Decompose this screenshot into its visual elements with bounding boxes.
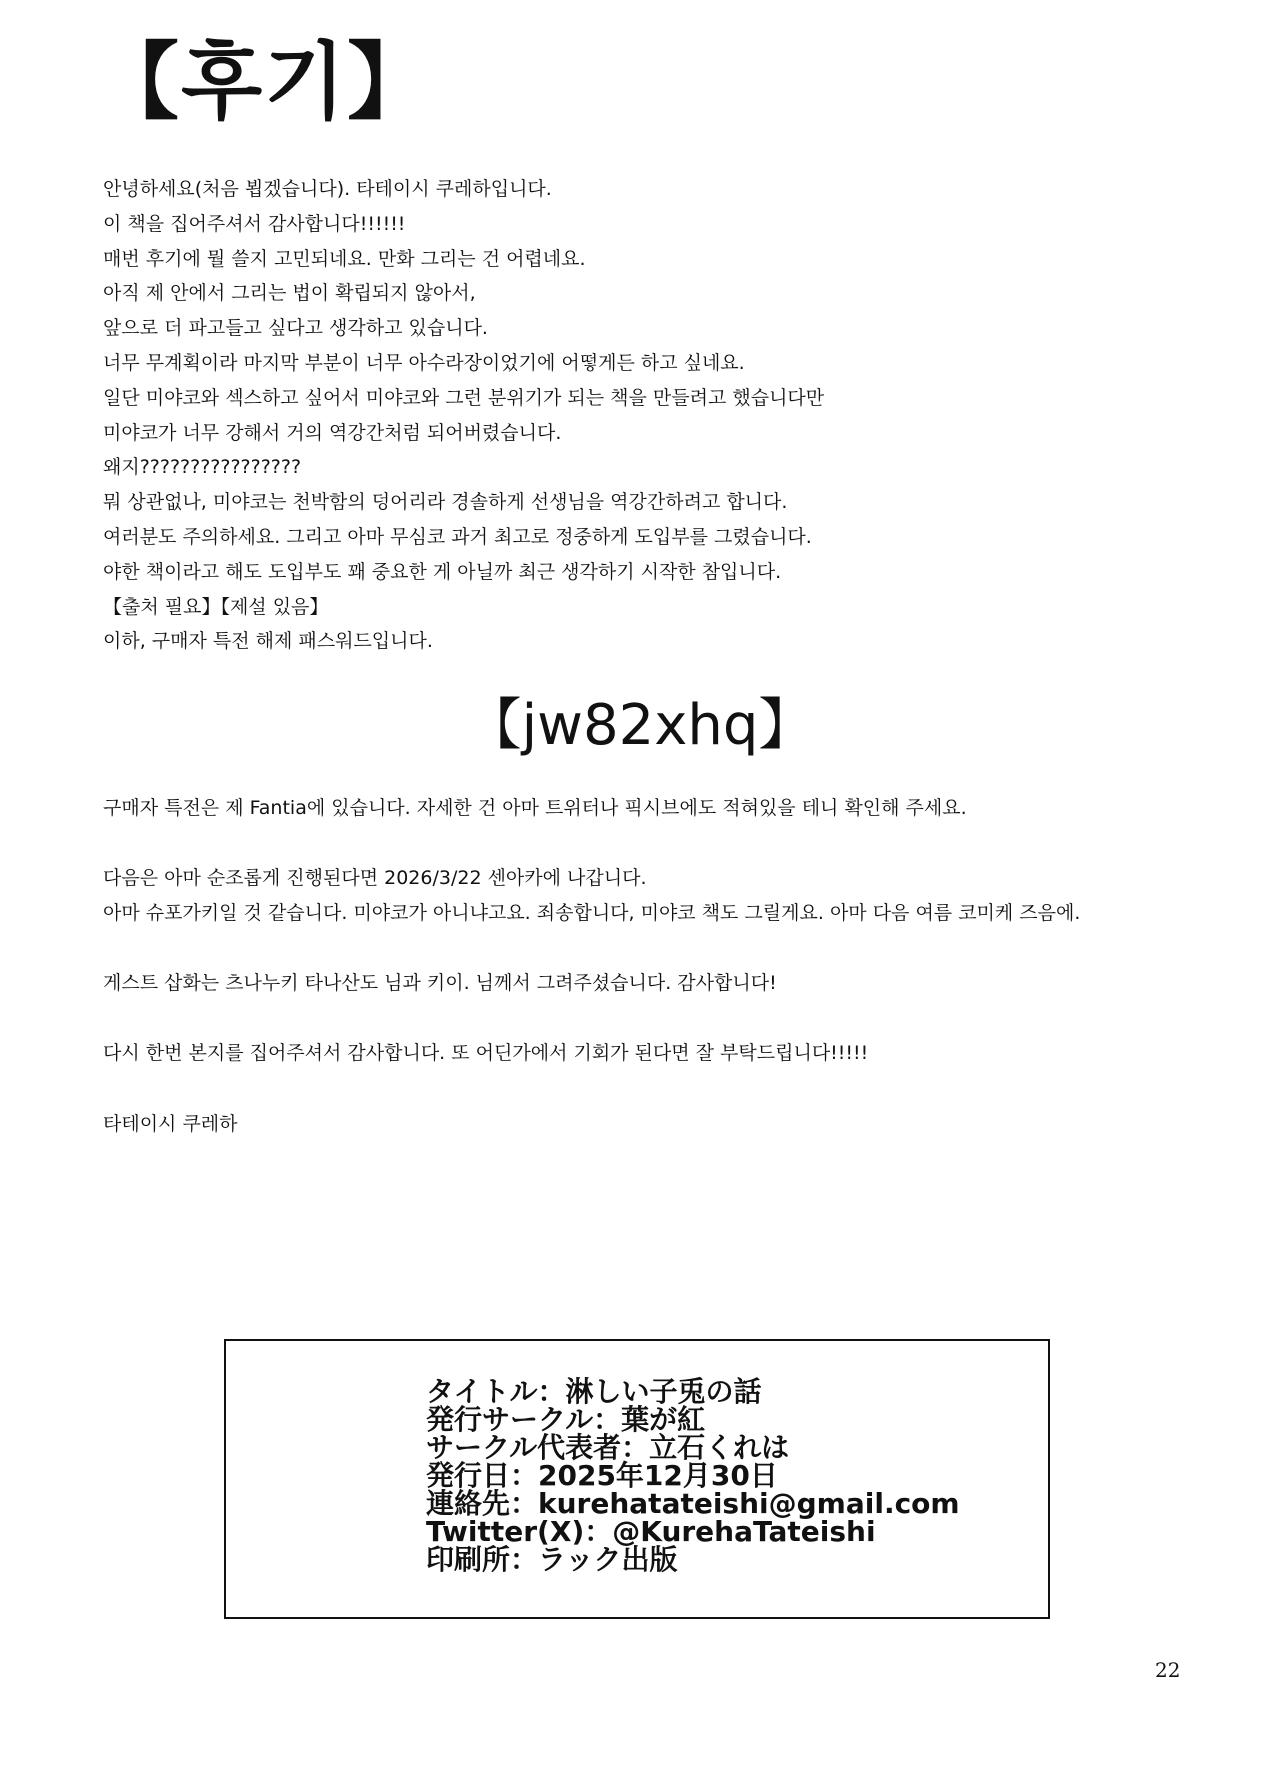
afterword-body	[103, 172, 1183, 659]
body-line: 뭐 상관없나, 미야코는 천박함의 덩어리라 경솔하게 선생님을 역강간하려고 합니다.	[103, 491, 788, 514]
colophon-title: タイトル：淋しい子兎の話	[426, 1375, 762, 1408]
body-line: 야한 책이라고 해도 도입부도 꽤 중요한 게 아닐까 최근 생각하기 시작한 참입니다.	[103, 560, 782, 583]
colophon-printer: 印刷所：ラック出版	[426, 1543, 678, 1576]
body-line: 여러분도 주의하세요. 그리고 아마 무심코 과거 최고로 정중하게 도입부를 그렸습니다.	[103, 525, 812, 548]
body-line: 【출처 필요】【제설 있음】	[103, 595, 329, 618]
colophon-twitter: Twitter(X)：@KurehaTateishi	[426, 1515, 876, 1548]
colophon-publish-date: 発行日：2025年12月30日	[426, 1459, 778, 1492]
body-line: 매번 후기에 뭘 쓸지 고민되네요. 만화 그리는 건 어렵네요.	[103, 247, 586, 270]
body-line: 왜지????????????????	[103, 456, 302, 479]
colophon-circle: 発行サークル：葉が紅	[426, 1403, 706, 1436]
body-line: 이 책을 집어주셔서 감사합니다!!!!!!	[103, 212, 406, 235]
body-line: 일단 미야코와 섹스하고 싶어서 미야코와 그런 분위기가 되는 책을 만들려고 했습니다만	[103, 386, 825, 409]
body-line: 안녕하세요(처음 뵙겠습니다). 타테이시 쿠레하입니다.	[103, 178, 552, 200]
colophon-contact: 連絡先：kurehatateishi@gmail.com	[426, 1487, 960, 1520]
page-number: 22	[1155, 1658, 1181, 1682]
colophon	[426, 1375, 960, 1576]
note-line: 다시 한번 본지를 집어주셔서 감사합니다. 또 어딘가에서 기회가 된다면 잘 부탁드립니다!!!!!	[103, 1042, 869, 1064]
body-line: 이하, 구매자 특전 해제 패스워드입니다.	[103, 630, 433, 653]
note-line: 구매자 특전은 제 Fantia에 있습니다. 자세한 건 아마 트위터나 픽시브에도 적혀있을 테니 확인해 주세요.	[103, 797, 967, 819]
body-line: 앞으로 더 파고들고 싶다고 생각하고 있습니다.	[103, 317, 488, 340]
body-line: 미야코가 너무 강해서 거의 역강간처럼 되어버렸습니다.	[103, 421, 562, 444]
note-line: 아마 슈포가키일 것 같습니다. 미야코가 아니냐고요. 죄송합니다, 미야코 책도 그릴게요. 아마 다음 여름 코미케 즈음에.	[103, 902, 1081, 924]
colophon-box	[224, 1339, 1050, 1619]
body-line: 너무 무계획이라 마지막 부분이 너무 아수라장이었기에 어떻게든 하고 싶네요.	[103, 351, 745, 374]
bonus-password: 【jw82xhq】	[465, 693, 815, 758]
afterword-heading: 【후기】	[95, 33, 434, 131]
note-line: 게스트 삽화는 츠나누키 타나산도 님과 키이. 님께서 그려주셨습니다. 감사합니다!	[103, 972, 777, 994]
author-signature: 타테이시 쿠레하	[103, 1113, 238, 1135]
body-line: 아직 제 안에서 그리는 법이 확립되지 않아서,	[103, 282, 476, 305]
colophon-representative: サークル代表者：立石くれは	[426, 1431, 790, 1464]
note-line: 다음은 아마 순조롭게 진행된다면 2026/3/22 센아카에 나갑니다.	[103, 867, 647, 889]
